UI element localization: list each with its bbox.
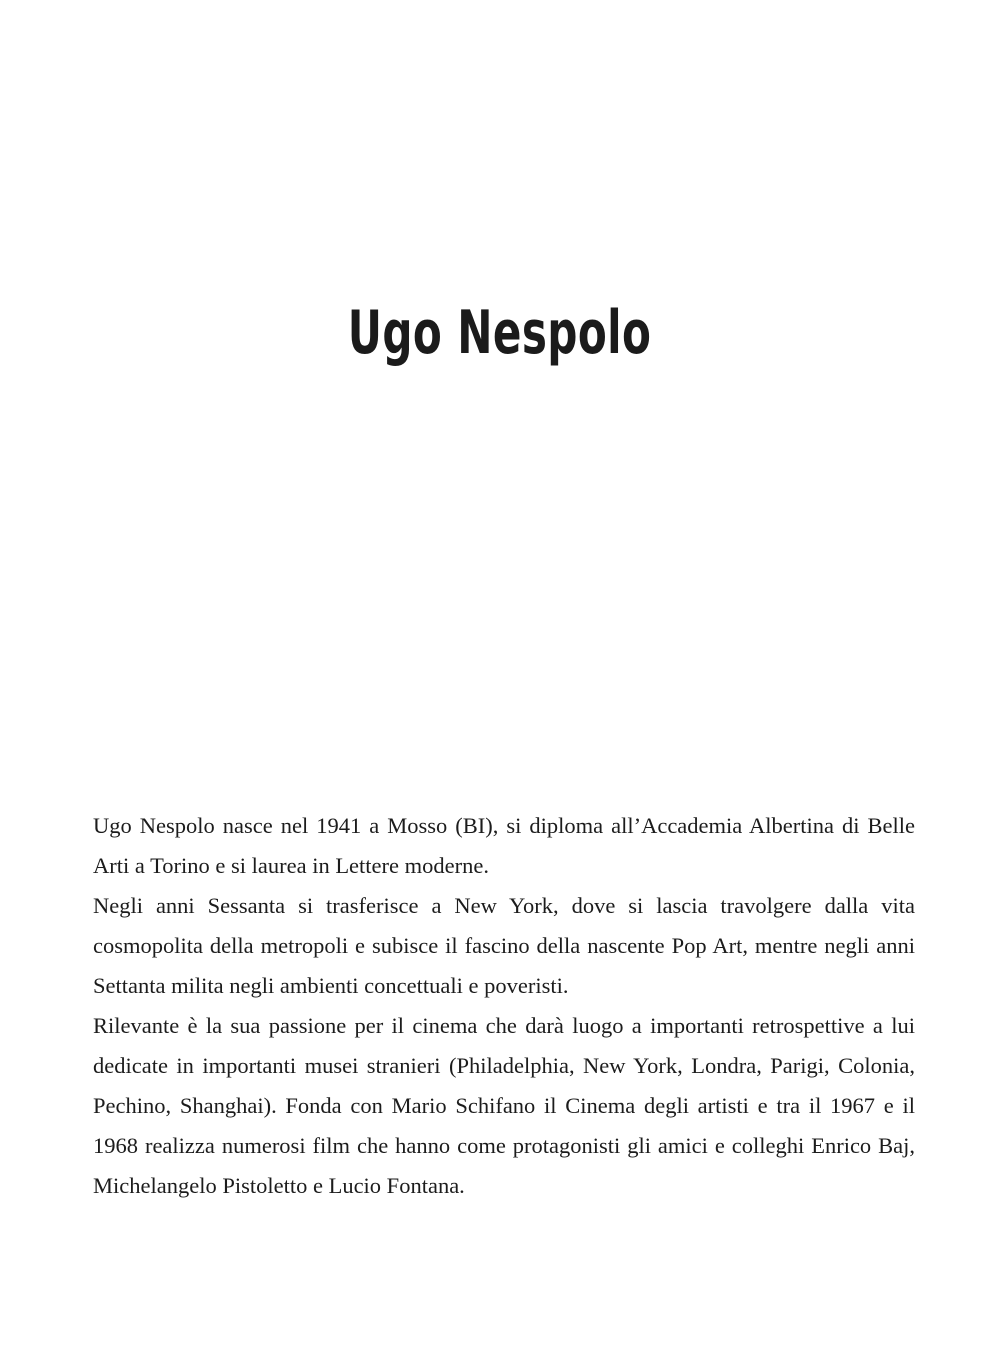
page-title: Ugo Nespolo: [348, 298, 652, 368]
biography-paragraph-1: Ugo Nespolo nasce nel 1941 a Mosso (BI), si diploma all’Accademia Albertina di Belle Arti a Torino e si laurea in Lettere moderne.: [93, 813, 915, 878]
biography-text-block: [93, 806, 915, 1206]
biography-paragraph-2: Negli anni Sessanta si trasferisce a New York, dove si lascia travolgere dalla vita cosmopolita della metropoli e subisce il fascino della nascente Pop Art, mentre negli anni Settanta milita negli ambienti concettuali e poveristi.: [93, 893, 915, 998]
biography-paragraph-3: Rilevante è la sua passione per il cinema che darà luogo a importanti retrospettive a lui dedicate in importanti musei stranieri (Philadelphia, New York, Londra, Parigi, Colonia, Pechino, Shanghai). Fonda con Mario Schifano il Cinema degli artisti e tra il 1967 e il 1968 realizza numerosi film che hanno come protagonisti gli amici e colleghi Enrico Baj, Michelangelo Pistoletto e Lucio Fontana.: [93, 1013, 915, 1198]
title-block: [0, 300, 1000, 366]
